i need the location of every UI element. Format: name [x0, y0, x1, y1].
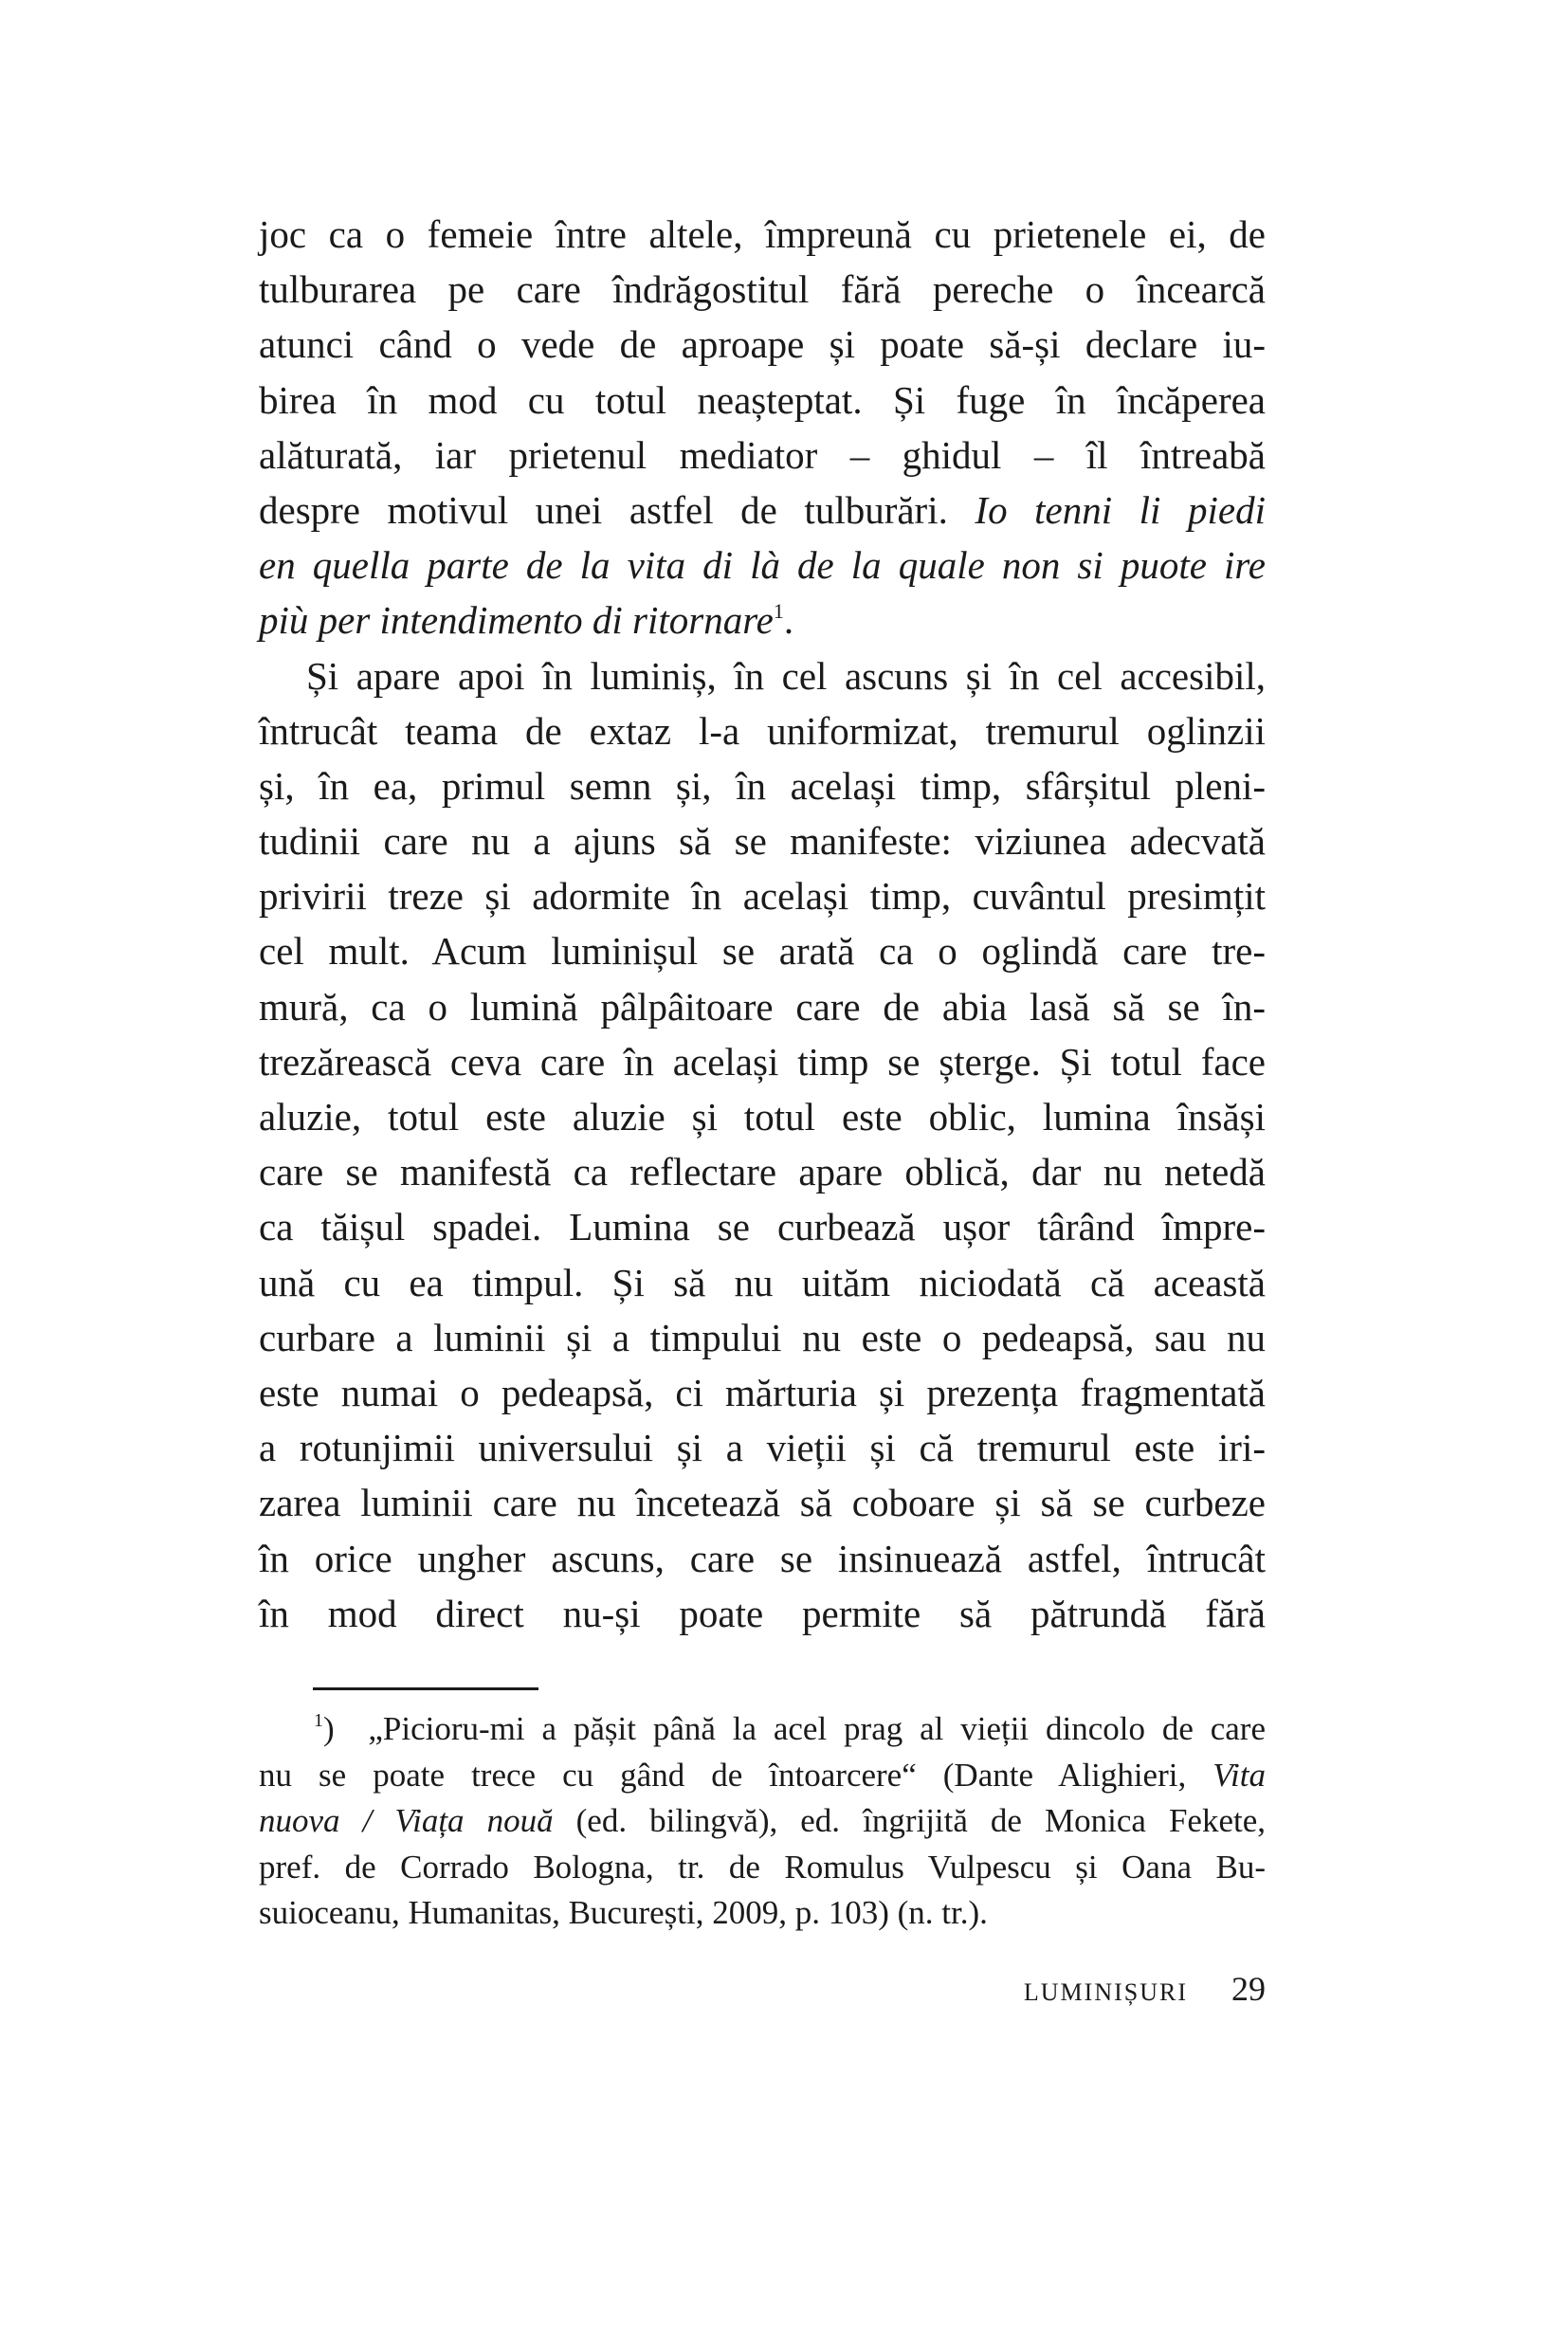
text-line: birea în mod cu totul neașteptat. Și fuge în încăperea	[259, 377, 1266, 422]
main-text-block	[259, 207, 1266, 1641]
page-footer	[259, 1970, 1266, 2012]
text-line	[259, 483, 1266, 538]
text-line: tulburarea pe care îndrăgostitul fără pereche o încearcă	[259, 267, 1266, 312]
italian-quote-line: en quella parte de la vita di là de la quale non si puote ire	[259, 543, 1266, 588]
footnotes-block	[259, 1706, 1266, 1937]
punctuation: .	[783, 598, 794, 643]
footnote-line	[259, 1706, 1266, 1753]
text-line: tudinii care nu a ajuns să se manifeste: viziunea adecvată	[259, 819, 1266, 864]
text-line: privirii treze și adormite în același timp, cuvântul presimțit	[259, 874, 1266, 919]
text-line: ca tăișul spadei. Lumina se curbează ușor târând împre-	[259, 1205, 1266, 1249]
text-line: ună cu ea timpul. Și să nu uităm niciodată că această	[259, 1260, 1266, 1304]
footnote-text: „Picioru-mi a pășit până la acel prag al vieții dincolo de care	[368, 1710, 1266, 1747]
text-line: trezărească ceva care în același timp se șterge. Și totul face	[259, 1039, 1266, 1084]
text-span: despre motivul unei astfel de tulburări.	[259, 487, 975, 532]
paragraph-first-line: Și apare apoi în luminiș, în cel ascuns și în cel accesibil,	[306, 653, 1266, 698]
text-line: cel mult. Acum luminișul se arată ca o oglindă care tre-	[259, 929, 1266, 974]
text-line: întrucât teama de extaz l-a uniformizat, tremurul oglinzii	[259, 708, 1266, 753]
text-line: și, în ea, primul semn și, în același timp, sfârșitul pleni-	[259, 763, 1266, 808]
italian-quote: più per intendimento di ritornare	[259, 598, 774, 643]
text-line: în mod direct nu-și poate permite să pătrundă fără	[259, 1591, 1266, 1635]
text-line: alăturată, iar prietenul mediator – ghidul – îl întreabă	[259, 432, 1266, 477]
footnote-line: suioceanu, Humanitas, București, 2009, p. 103) (n. tr.).	[259, 1894, 988, 1931]
text-line: în orice ungher ascuns, care se insinuează astfel, întrucât	[259, 1536, 1266, 1580]
running-head: LUMINIȘURI	[1023, 1978, 1188, 2006]
book-title-italic: Vita	[1212, 1756, 1266, 1794]
footnote-line: pref. de Corrado Bologna, tr. de Romulus Vulpescu și Oana Bu-	[259, 1848, 1266, 1886]
text-line: aluzie, totul este aluzie și totul este oblic, lumina însăși	[259, 1095, 1266, 1139]
footnote-separator-rule	[313, 1687, 538, 1690]
text-line: mură, ca o lumină pâlpâitoare care de abia lasă să se în-	[259, 984, 1266, 1029]
text-line: zarea luminii care nu încetează să coboare și să se curbeze	[259, 1481, 1266, 1525]
text-line: care se manifestă ca reflectare apare oblică, dar nu netedă	[259, 1150, 1266, 1194]
text-line: atunci când o vede de aproape și poate să-și declare iu-	[259, 322, 1266, 367]
text-line: a rotunjimii universului și a vieții și că tremurul este iri-	[259, 1426, 1266, 1470]
footnote-marker: $^1$)	[314, 1710, 335, 1747]
italian-quote: Io tenni li piedi	[975, 487, 1266, 532]
footnote-reference[interactable]: 1	[773, 599, 784, 624]
footnote-text: nu se poate trece cu gând de întoarcere“ (Dante Alighieri,	[259, 1756, 1213, 1794]
text-line: curbare a luminii și a timpului nu este o pedeapsă, sau nu	[259, 1315, 1266, 1359]
page-number: 29	[1231, 1970, 1266, 2008]
footnote-line	[259, 1753, 1266, 1799]
book-title-italic: nuova / Viața nouă	[259, 1802, 554, 1839]
text-line	[259, 592, 1266, 647]
footnote-line	[259, 1798, 1266, 1845]
text-line: joc ca o femeie între altele, împreună cu prietenele ei, de	[259, 212, 1266, 256]
text-line: este numai o pedeapsă, ci mărturia și prezența fragmentată	[259, 1370, 1266, 1414]
footnote-text: (ed. bilingvă), ed. îngrijită de Monica Fekete,	[553, 1802, 1267, 1839]
